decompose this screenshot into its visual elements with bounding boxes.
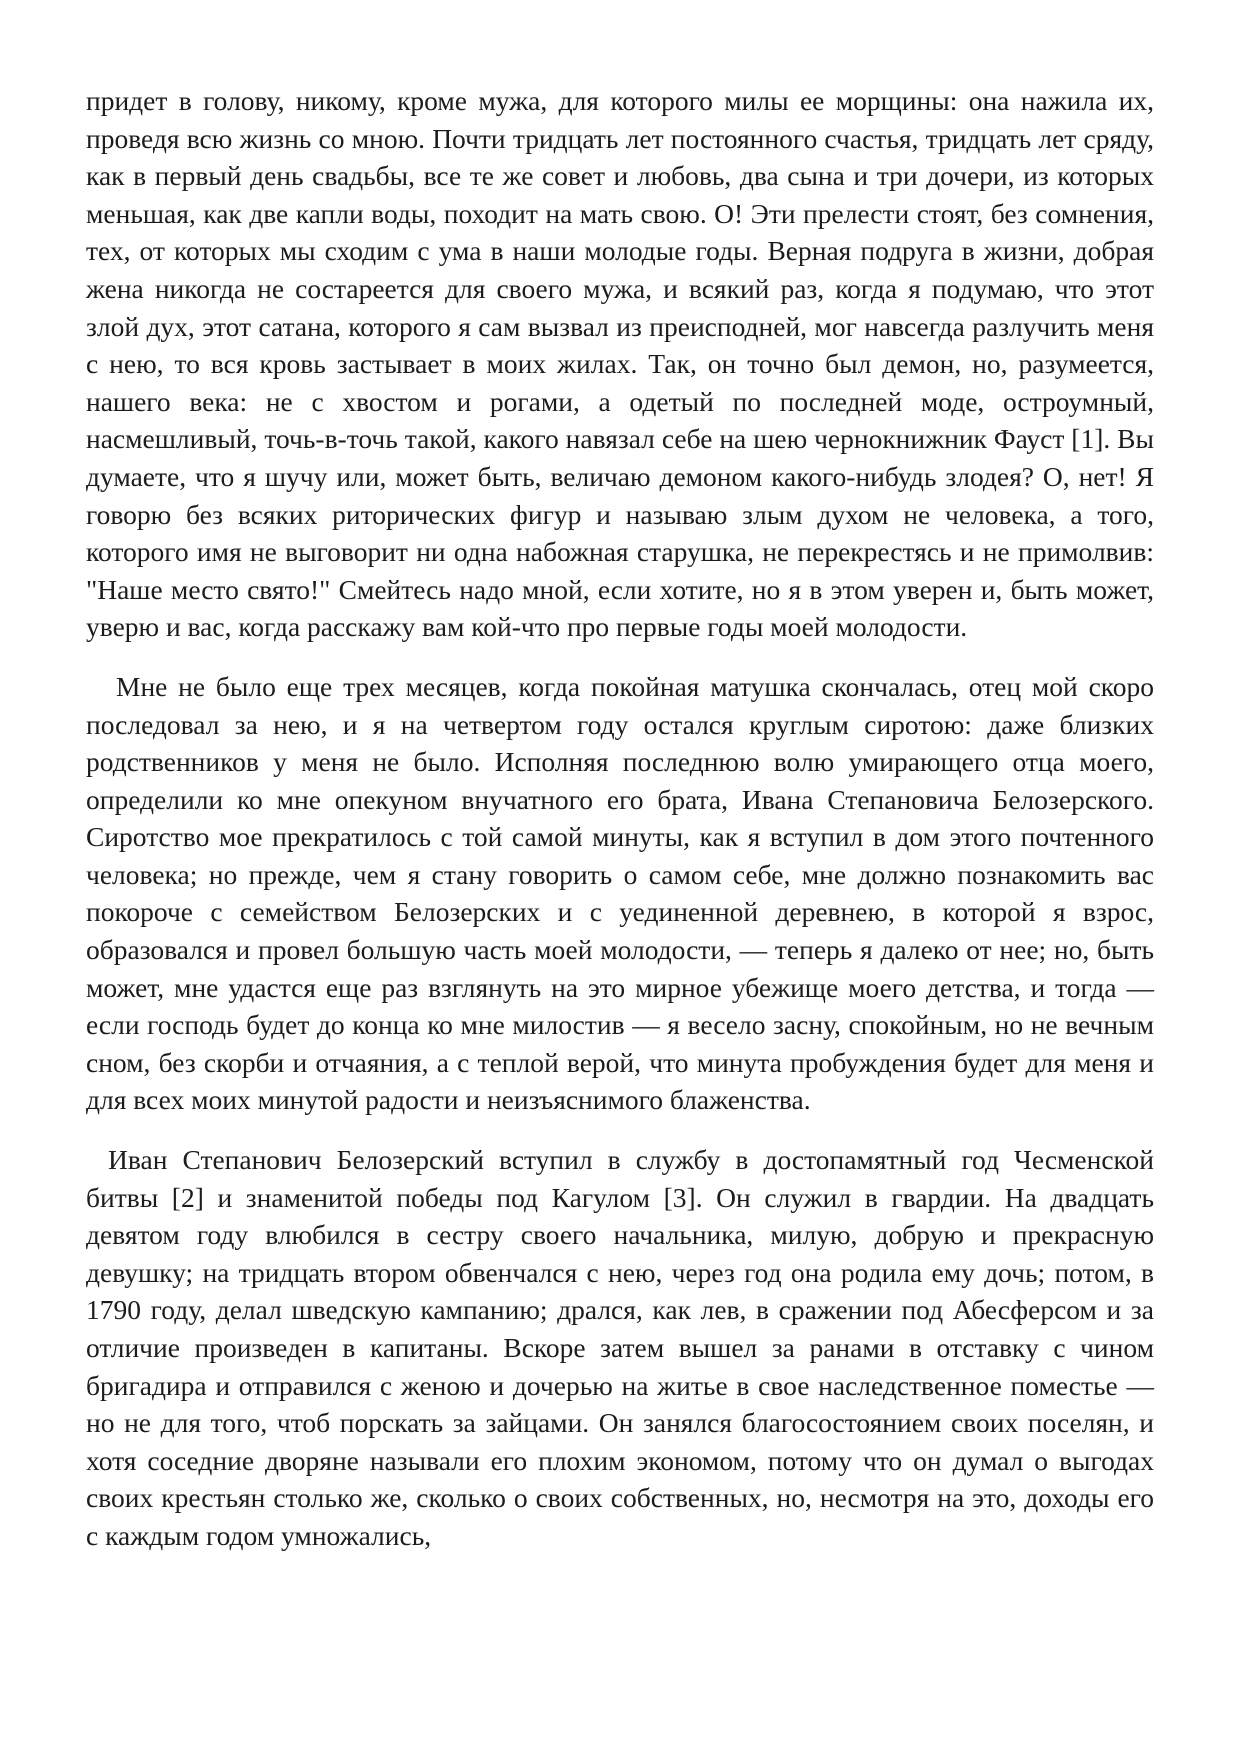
paragraph-1: придет в голову, никому, кроме мужа, для которого милы ее морщины: она нажила их, проведя всю жизнь со мною. Почти тридцать лет постоянного счастья, тридцать лет сряду, как в первый день свадьбы, все те же совет и любовь, два сына и три дочери, из которых меньшая, как две капли воды, походит на мать свою. О! Эти прелести стоят, без сомнения, тех, от которых мы сходим с ума в наши молодые годы. Верная подруга в жизни, добрая жена никогда не состареется для своего мужа, и всякий раз, когда я подумаю, что этот злой дух, этот сатана, которого я сам вызвал из преисподней, мог навсегда разлучить меня с нею, то вся кровь застывает в моих жилах. Так, он точно был демон, но, разумеется, нашего века: не с хвостом и рогами, а одетый по последней моде, остроумный, насмешливый, точь-в-точь такой, какого навязал себе на шею чернокнижник Фауст [1]. Вы думаете, что я шучу или, может быть, величаю демоном какого-нибудь злодея? О, нет! Я говорю без всяких риторических фигур и называю злым духом не человека, а того, которого имя не выговорит ни одна набожная старушка, не перекрестясь и не примолвив: "Наше место свято!" Смейтесь надо мной, если хотите, но я в этом уверен и, быть может, уверю и вас, когда расскажу вам кой-что про первые годы моей молодости. [86,85,1154,643]
paragraph-2: Мне не было еще трех месяцев, когда покойная матушка скончалась, отец мой скоро последовал за нею, и я на четвертом году остался круглым сиротою: даже близких родственников у меня не было. Исполняя последнюю волю умирающего отца моего, определили ко мне опекуном внучатного его брата, Ивана Степановича Белозерского. Сиротство мое прекратилось с той самой минуты, как я вступил в дом этого почтенного человека; но прежде, чем я стану говорить о самом себе, мне должно познакомить вас покороче с семейством Белозерских и с уединенной деревнею, в которой я взрос, образовался и провел большую часть моей молодости, — теперь я далеко от нее; но, быть может, мне удастся еще раз взглянуть на это мирное убежище моего детства, и тогда — если господь будет до конца ко мне милостив — я весело засну, спокойным, но не вечным сном, без скорби и отчаяния, а с теплой верой, что минута пробуждения будет для меня и для всех моих минутой радости и неизъяснимого блаженства. [86,670,1154,1116]
paragraph-3: Иван Степанович Белозерский вступил в службу в достопамятный год Чесменской битвы [2] и знаменитой победы под Кагулом [3]. Он служил в гвардии. На двадцать девятом году влюбился в сестру своего начальника, милую, добрую и прекрасную девушку; на тридцать втором обвенчался с нею, через год она родила ему дочь; потом, в 1790 году, делал шведскую кампанию; дрался, как лев, в сражении под Абесферсом и за отличие произведен в капитаны. Вскоре затем вышел за ранами в отставку с чином бригадира и отправился с женою и дочерью на житье в свое наследственное поместье — но не для того, чтоб порскать за зайцами. Он занялся благосостоянием своих поселян, и хотя соседние дворяне называли его плохим экономом, потому что он думал о выгодах своих крестьян столько же, сколько о своих собственных, но, несмотря на это, доходы его с каждым годом умножались, [86,1144,1154,1551]
document-page [86,82,1154,1577]
